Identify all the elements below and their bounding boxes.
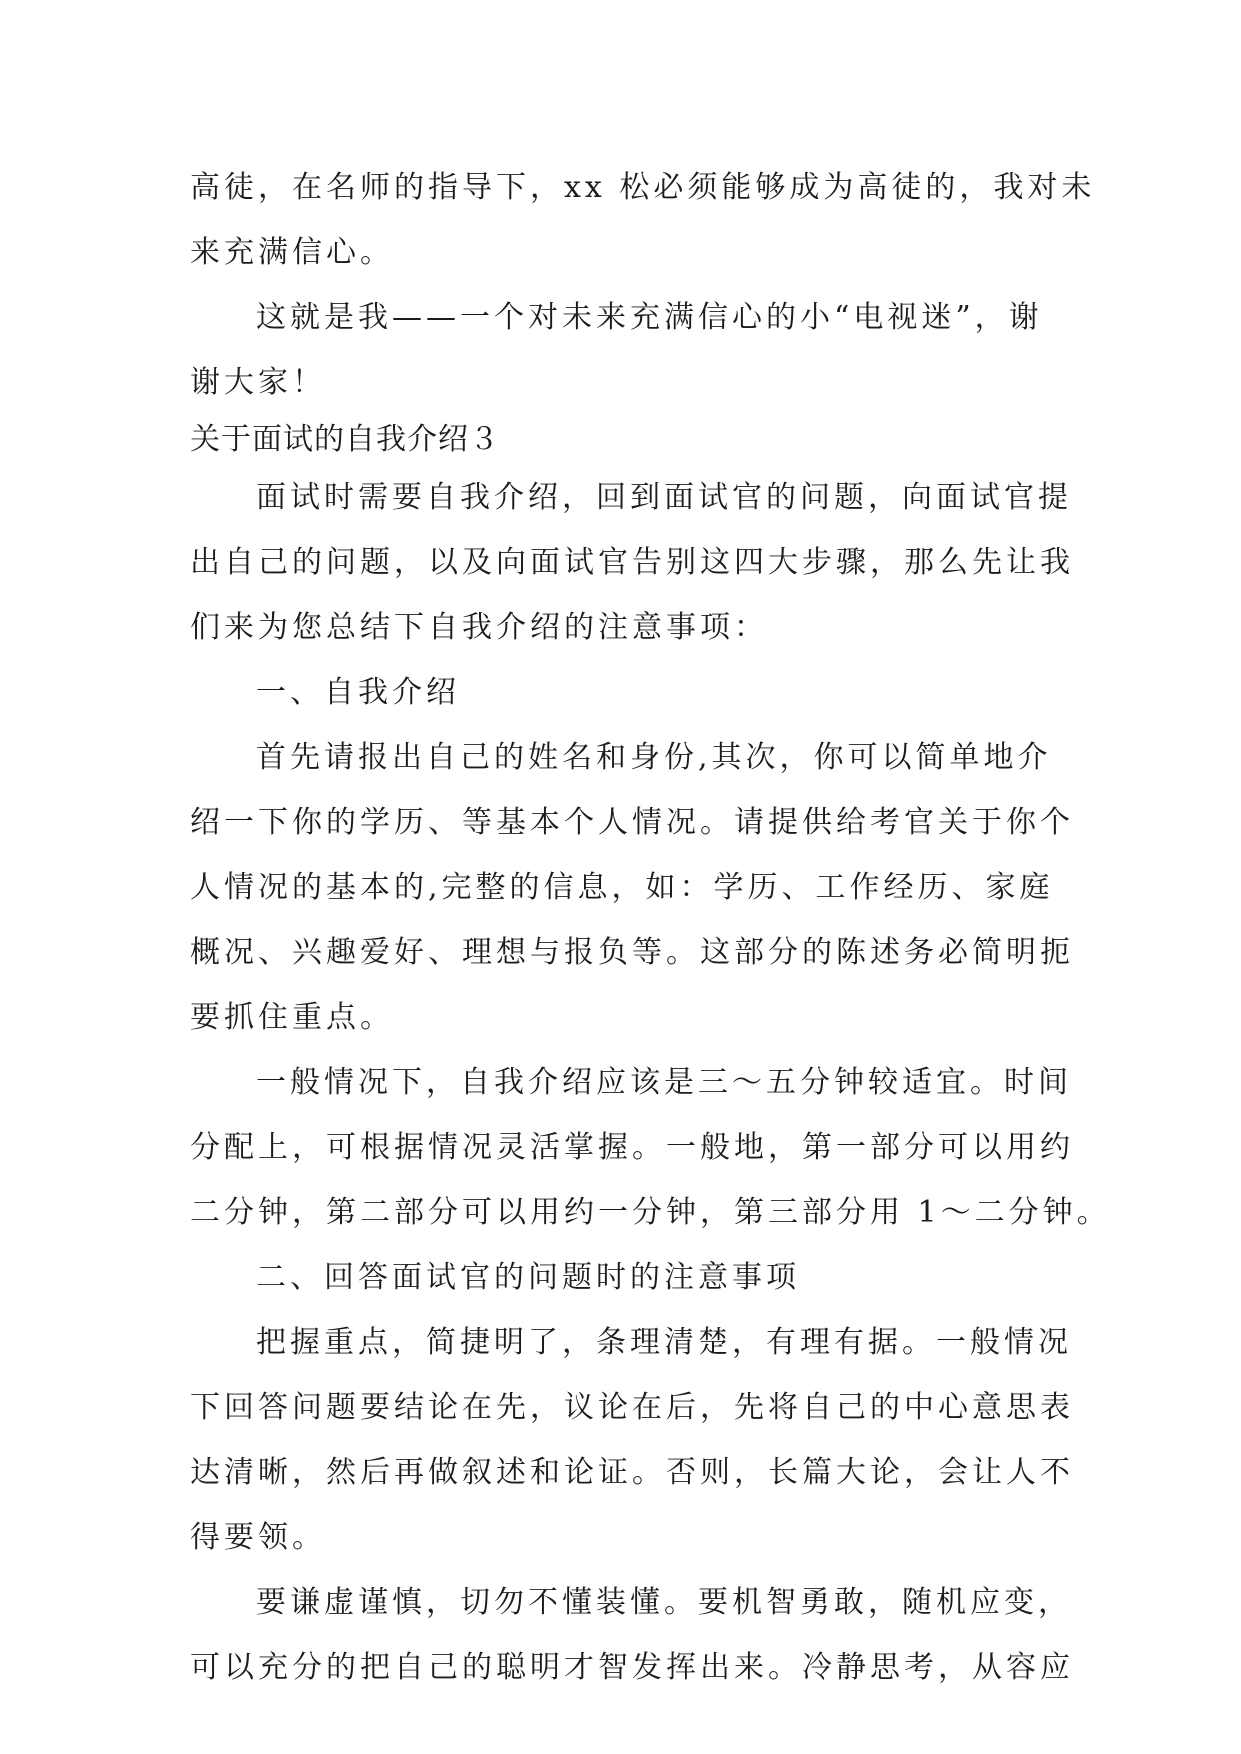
- text-line: 这就是我——一个对未来充满信心的小“电视迷”，谢: [256, 300, 1043, 335]
- document-body: [190, 155, 1111, 1700]
- subheading-self-intro: [190, 660, 1050, 725]
- text-line: 下回答问题要结论在先，议论在后，先将自己的中心意思表: [190, 1390, 1074, 1425]
- text-line: 把握重点，简捷明了，条理清楚，有理有据。一般情况: [256, 1325, 1072, 1360]
- section-title: 关于面试的自我介绍３: [190, 422, 500, 457]
- text-line: 出自己的问题，以及向面试官告别这四大步骤，那么先让我: [190, 545, 1074, 580]
- subheading-answer-tips: [190, 1245, 1050, 1310]
- text-line: 达清晰，然后再做叙述和论证。否则，长篇大论，会让人不: [190, 1455, 1074, 1490]
- text-line: 一、自我介绍: [256, 675, 460, 710]
- text-line: 首先请报出自己的姓名和身份,其次，你可以简单地介: [256, 740, 1052, 775]
- text-line: 绍一下你的学历、等基本个人情况。请提供给考官关于你个: [190, 805, 1074, 840]
- text-line: 高徒，在名师的指导下，xx 松必须能够成为高徒的，我对未: [190, 170, 1096, 205]
- text-line: 人情况的基本的,完整的信息，如：学历、工作经历、家庭: [190, 870, 1054, 905]
- text-line: 得要领。: [190, 1520, 326, 1555]
- paragraph-answer-2: [190, 1570, 1074, 1700]
- paragraph-intro: [190, 465, 1074, 660]
- text-line: 二、回答面试官的问题时的注意事项: [256, 1260, 800, 1295]
- paragraph-timing: [190, 1050, 1111, 1245]
- paragraph-answer-1: [190, 1310, 1074, 1570]
- text-line: 谢大家！: [190, 365, 326, 400]
- text-line: 要谦虚谨慎，切勿不懂装懂。要机智勇敢，随机应变，: [256, 1585, 1072, 1620]
- text-line: 分配上，可根据情况灵活掌握。一般地，第一部分可以用约: [190, 1130, 1074, 1165]
- text-line: 们来为您总结下自我介绍的注意事项：: [190, 610, 768, 645]
- text-line: 可以充分的把自己的聪明才智发挥出来。冷静思考，从容应: [190, 1650, 1074, 1685]
- text-line: 二分钟，第二部分可以用约一分钟，第三部分用 1～二分钟。: [190, 1195, 1111, 1230]
- paragraph-self-intro: [190, 725, 1074, 1050]
- paragraph-ending-2: [190, 285, 1050, 415]
- text-line: 来充满信心。: [190, 235, 394, 270]
- text-line: 一般情况下，自我介绍应该是三～五分钟较适宜。时间: [256, 1065, 1072, 1100]
- paragraph-ending-1: [190, 155, 1096, 285]
- text-line: 面试时需要自我介绍，回到面试官的问题，向面试官提: [256, 480, 1072, 515]
- text-line: 要抓住重点。: [190, 1000, 394, 1035]
- text-line: 概况、兴趣爱好、理想与报负等。这部分的陈述务必简明扼: [190, 935, 1074, 970]
